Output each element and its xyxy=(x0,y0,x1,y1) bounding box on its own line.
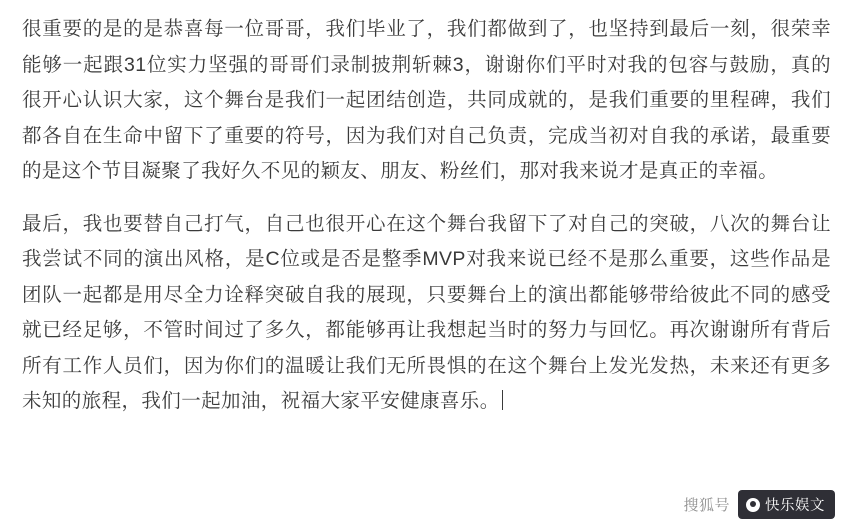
platform-brand-label: 搜狐号 xyxy=(683,497,730,514)
footer-bar xyxy=(0,487,853,521)
account-badge-label: 快乐娱文 xyxy=(765,498,825,514)
paragraph-2-text: 最后，我也要替自己打气，自己也很开心在这个舞台我留下了对自己的突破，八次的舞台让我尝试不同的演出风格，是C位或是否是整季MVP对我来说已经不是那么重要，这些作品是团队一起都是用尽全力诠释突破自我的展现，只要舞台上的演出都能够带给彼此不同的感受就已经足够，不管时间过了多久，都能够再让我想起当时的努力与回忆。再次谢谢所有背后所有工作人员们，因为你们的温暖让我们无所畏惧的在这个舞台上发光发热，未来还有更多未知的旅程，我们一起加油，祝福大家平安健康喜乐。 xyxy=(22,212,831,412)
text-caret xyxy=(502,390,503,410)
paragraph-2 xyxy=(22,207,831,420)
paragraph-1: 很重要的是的是恭喜每一位哥哥，我们毕业了，我们都做到了，也坚持到最后一刻，很荣幸能够一起跟31位实力坚强的哥哥们录制披荆斩棘3，谢谢你们平时对我的包容与鼓励，真的很开心认识大家，这个舞台是我们一起团结创造，共同成就的，是我们重要的里程碑，我们都各自在生命中留下了重要的符号，因为我们对自己负责，完成当初对自我的承诺，最重要的是这个节目凝聚了我好久不见的颖友、朋友、粉丝们，那对我来说才是真正的幸福。 xyxy=(22,18,831,182)
account-badge[interactable] xyxy=(738,490,835,519)
article-body xyxy=(22,12,831,420)
account-avatar-icon xyxy=(746,498,760,512)
footer-brand-group xyxy=(683,490,835,519)
